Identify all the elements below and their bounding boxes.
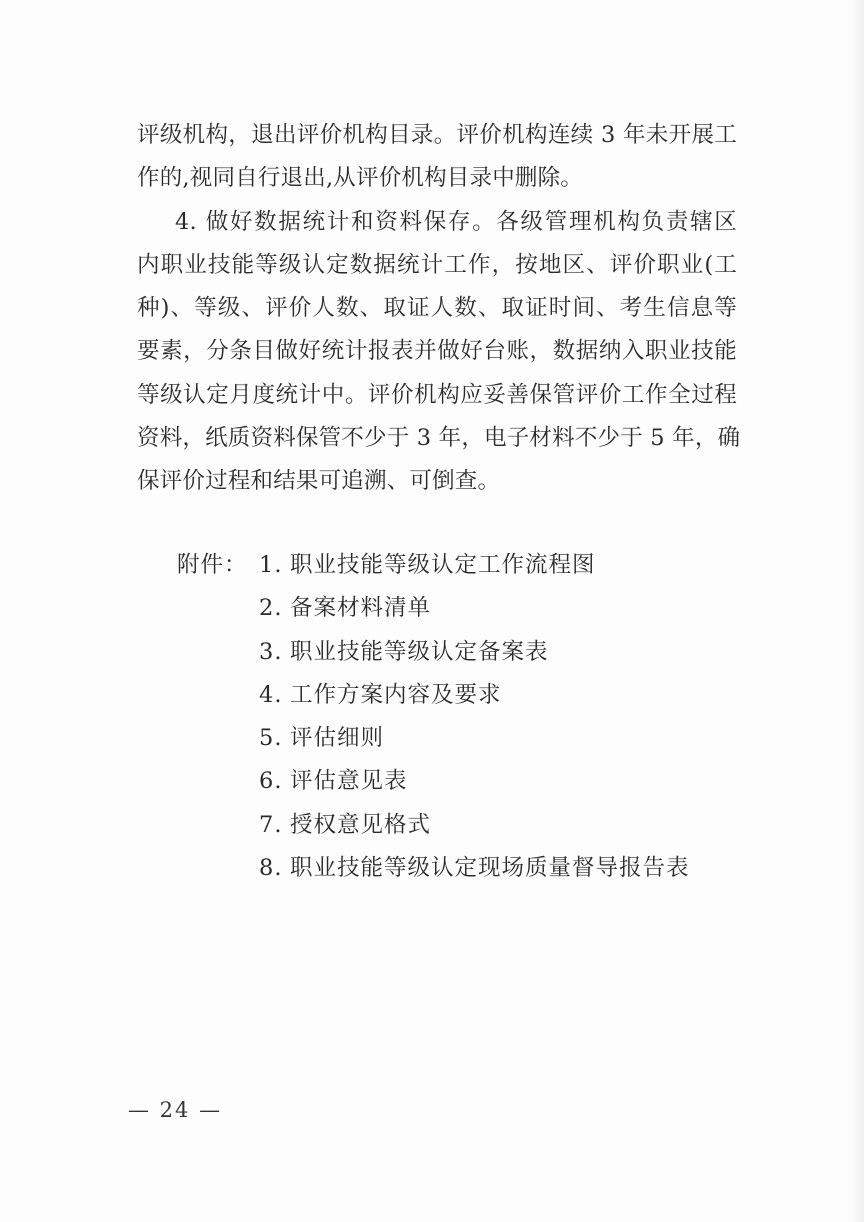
paragraph-line: 要素，分条目做好统计报表并做好台账，数据纳入职业技能 (137, 338, 737, 365)
paragraph-line: 内职业技能等级认定数据统计工作，按地区、评价职业(工 (137, 251, 737, 278)
attachment-item (177, 674, 737, 717)
attachment-title: 评估细则 (290, 725, 385, 752)
page-edge-shadow (850, 0, 864, 1222)
paragraph-line: 等级认定月度统计中。评价机构应妥善保管评价工作全过程 (137, 381, 737, 408)
page-number: — 24 — (128, 1098, 223, 1122)
attachment-title: 职业技能等级认定备案表 (290, 638, 549, 665)
attachment-title: 备案材料清单 (290, 595, 432, 622)
paragraph-line: 保评价过程和结果可追溯、可倒查。 (137, 468, 501, 495)
attachment-title: 评估意见表 (290, 768, 408, 795)
attachment-number: 3. (259, 638, 283, 665)
body-paragraphs (137, 114, 741, 504)
paragraph-line: 作的,视同自行退出,从评价机构目录中删除。 (137, 165, 584, 192)
paragraph-line: 评级机构，退出评价机构目录。评价机构连续 3 年未开展工 (137, 122, 737, 148)
attachment-item (177, 847, 737, 890)
attachment-number: 2. (259, 595, 283, 622)
attachment-item (177, 544, 737, 587)
attachment-title: 工作方案内容及要求 (290, 681, 502, 708)
attachment-number: 1. (259, 552, 283, 578)
paragraph-line: 资料，纸质资料保管不少于 3 年，电子材料不少于 5 年，确 (137, 425, 741, 452)
paragraph-line: 4. 做好数据统计和资料保存。各级管理机构负责辖区 (175, 208, 737, 235)
attachments-list (177, 544, 737, 890)
attachment-number: 7. (259, 811, 283, 838)
attachment-title: 职业技能等级认定工作流程图 (290, 552, 596, 578)
attachment-item (177, 804, 737, 847)
attachment-number: 8. (259, 855, 283, 882)
attachment-title: 授权意见格式 (290, 811, 432, 838)
attachments-label: 附件： (177, 552, 248, 578)
attachment-number: 4. (259, 681, 283, 708)
paragraph-line: 种)、等级、评价人数、取证人数、取证时间、考生信息等 (137, 295, 737, 322)
attachment-item (177, 717, 737, 760)
attachment-item (177, 631, 737, 674)
attachment-number: 6. (259, 768, 283, 795)
attachment-number: 5. (259, 725, 283, 752)
attachment-item (177, 760, 737, 803)
attachment-title: 职业技能等级认定现场质量督导报告表 (290, 855, 690, 882)
attachment-item (177, 587, 737, 630)
